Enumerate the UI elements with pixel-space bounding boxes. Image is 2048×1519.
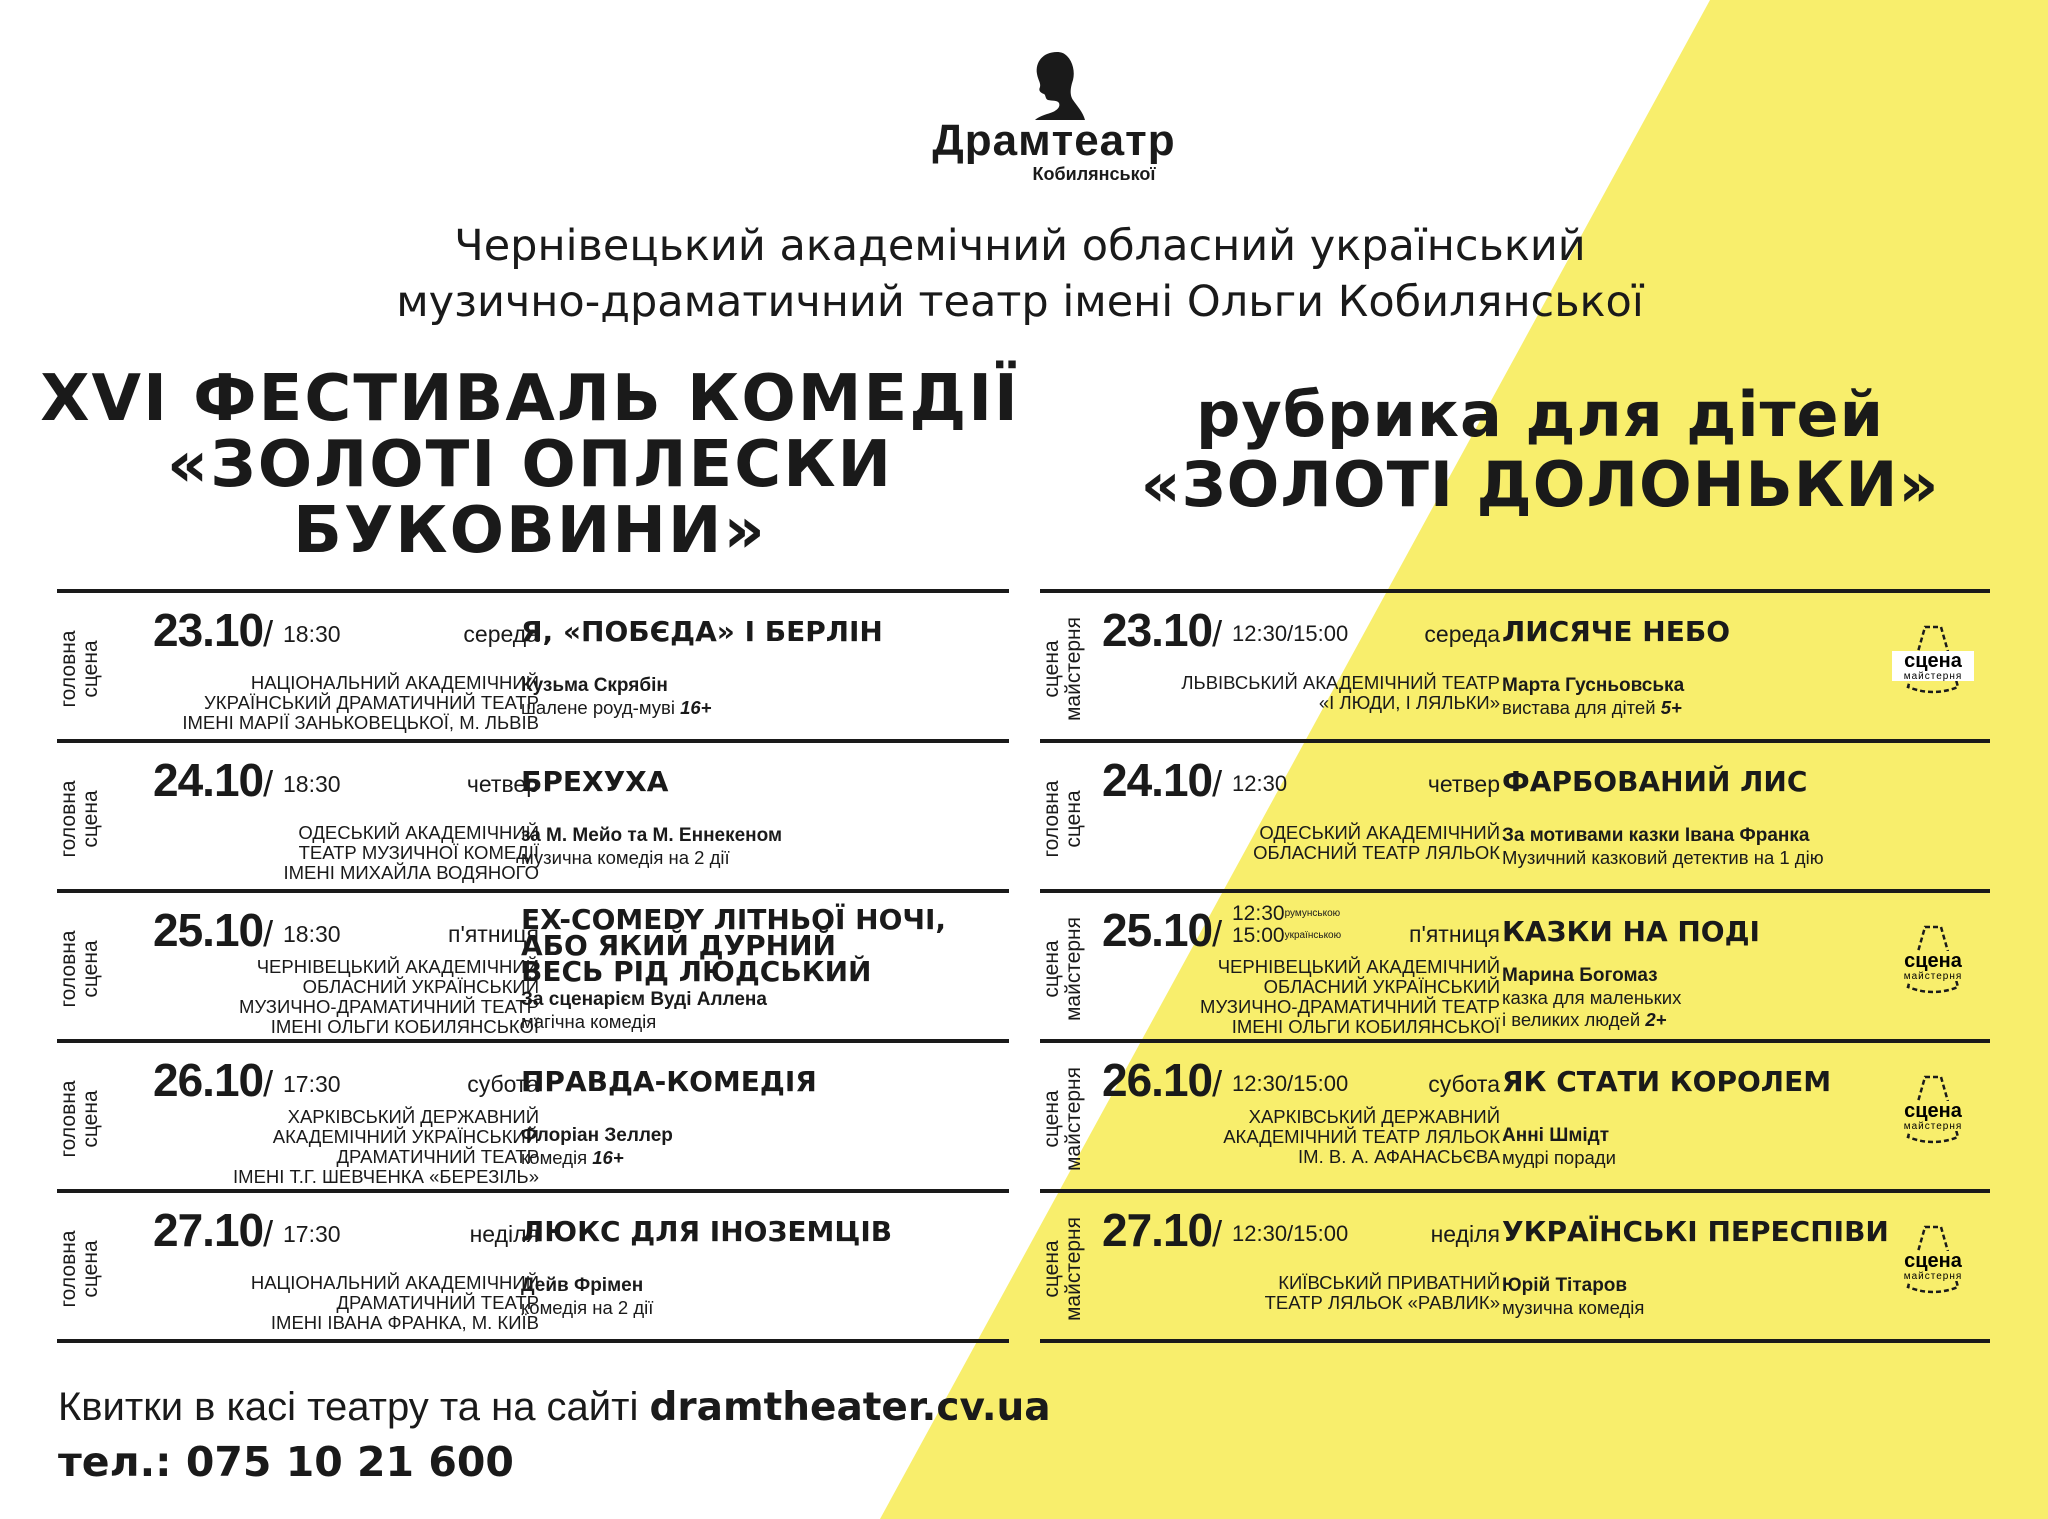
phone-number: тел.: 075 10 21 600	[58, 1438, 514, 1486]
show-genre: магічна комедія	[521, 1011, 657, 1032]
svg-text:сцена: сцена	[1904, 1250, 1962, 1272]
event-time: 12:30/15:00	[1232, 1221, 1349, 1246]
show-title: ЛЮКС ДЛЯ ІНОЗЕМЦІВ	[521, 1215, 893, 1248]
stage-label: сцена майстерня	[1040, 1066, 1085, 1172]
logo-subtitle: Кобилянської	[1032, 164, 1156, 184]
event-day: п'ятниця	[447, 921, 539, 947]
festival-title	[40, 362, 1020, 568]
event-day: субота	[467, 1071, 539, 1097]
event-date: 26.10/	[1102, 1054, 1222, 1106]
show-title: ЯК СТАТИ КОРОЛЕМ	[1502, 1065, 1832, 1098]
company-name: ЧЕРНІВЕЦЬКИЙ АКАДЕМІЧНИЙ ОБЛАСНИЙ УКРАЇНСЬКИЙ МУЗИЧНО-ДРАМАТИЧНИЙ ТЕАТР ІМЕНІ ОЛЬГИ КОБИЛЯНСЬКОЇ	[1200, 956, 1500, 1037]
company-name: ХАРКІВСЬКИЙ ДЕРЖАВНИЙ АКАДЕМІЧНИЙ ТЕАТР ЛЯЛЬОК ІМ. В. А. АФАНАСЬЄВА	[1223, 1106, 1500, 1167]
show-genre: музична комедія на 2 дії	[521, 847, 730, 868]
event-row	[57, 589, 1009, 739]
stage-label: головна сцена	[57, 630, 102, 708]
company-name: ОДЕСЬКИЙ АКАДЕМІЧНИЙ ОБЛАСНИЙ ТЕАТР ЛЯЛЬОК	[1253, 822, 1500, 863]
stage-label: головна сцена	[57, 1080, 102, 1158]
kids-title-line-2: «ЗОЛОТІ ДОЛОНЬКИ»	[1140, 448, 1940, 521]
svg-text:майстерня: майстерня	[1903, 1121, 1963, 1132]
stage-label: сцена майстерня	[1040, 1216, 1085, 1322]
event-date: 25.10/	[153, 904, 273, 956]
show-title: ПРАВДА-КОМЕДІЯ	[521, 1065, 817, 1098]
stage-label: сцена майстерня	[1040, 616, 1085, 722]
event-row	[1040, 739, 1990, 889]
event-date: 27.10/	[1102, 1204, 1222, 1256]
show-title: УКРАЇНСЬКІ ПЕРЕСПІВИ	[1502, 1215, 1889, 1248]
silhouette-icon	[1019, 50, 1089, 120]
event-date: 23.10/	[1102, 604, 1222, 656]
stage-label: сцена майстерня	[1040, 916, 1085, 1022]
org-line-2: музично-драматичний театр імені Ольги Кобилянської	[396, 277, 1644, 327]
show-genre: Музичний казковий детектив на 1 дію	[1502, 847, 1824, 868]
stage-label: головна сцена	[57, 1230, 102, 1308]
event-row	[57, 1039, 1009, 1189]
show-author: за М. Мейо та М. Еннекеном	[521, 825, 783, 846]
event-time: 12:30	[1232, 771, 1288, 796]
svg-text:майстерня: майстерня	[1903, 1271, 1963, 1282]
event-date: 26.10/	[153, 1054, 273, 1106]
event-row	[57, 889, 1009, 1039]
show-title: КАЗКИ НА ПОДІ	[1502, 915, 1760, 948]
show-author: Кузьма Скрябін	[521, 675, 668, 696]
event-date: 25.10/	[1102, 904, 1222, 956]
event-day: неділя	[469, 1221, 539, 1247]
show-genre: шалене роуд-муві 16+	[521, 697, 712, 718]
kids-schedule	[1040, 589, 1990, 1343]
festival-title-line-2: «ЗОЛОТІ ОПЛЕСКИ	[166, 428, 894, 502]
company-name: НАЦІОНАЛЬНИЙ АКАДЕМІЧНИЙ УКРАЇНСЬКИЙ ДРАМАТИЧНИЙ ТЕАТР ІМЕНІ МАРІЇ ЗАНЬКОВЕЦЬКОЇ, М. ЛЬВІВ	[182, 672, 539, 733]
theatre-logo	[924, 50, 1184, 184]
scena-maisternia-logo	[1888, 623, 1978, 703]
event-day: середа	[463, 621, 539, 647]
show-genre: вистава для дітей 5+	[1502, 697, 1682, 718]
show-author: За сценарієм Вуді Аллена	[521, 989, 767, 1010]
company-name: НАЦІОНАЛЬНИЙ АКАДЕМІЧНИЙ ДРАМАТИЧНИЙ ТЕАТР ІМЕНІ ІВАНА ФРАНКА, М. КИЇВ	[250, 1272, 539, 1333]
scena-maisternia-logo	[1888, 1223, 1978, 1303]
scena-maisternia-logo	[1888, 1073, 1978, 1153]
event-row	[57, 1189, 1009, 1339]
svg-text:майстерня: майстерня	[1903, 671, 1963, 682]
festival-title-line-1: XVI ФЕСТИВАЛЬ КОМЕДІЇ	[40, 362, 1020, 436]
svg-text:сцена: сцена	[1904, 650, 1962, 672]
event-time: 18:30	[283, 921, 341, 947]
festival-schedule	[57, 589, 1009, 1343]
event-time: $12:30^{румунською}$ $15:00^{українською}$	[1232, 902, 1342, 947]
scena-maisternia-logo	[1888, 923, 1978, 1003]
svg-text:майстерня: майстерня	[1903, 971, 1963, 982]
show-author: Флоріан Зеллер	[521, 1125, 673, 1146]
event-time: 18:30	[283, 621, 341, 647]
event-row	[57, 739, 1009, 889]
divider	[1040, 1339, 1990, 1343]
show-genre: комедія 16+	[521, 1147, 624, 1168]
festival-title-line-3: БУКОВИНИ»	[293, 494, 767, 568]
show-author: Дейв Фрімен	[521, 1275, 644, 1296]
tickets-info	[58, 1385, 1051, 1430]
company-name: ЛЬВІВСЬКИЙ АКАДЕМІЧНИЙ ТЕАТР «І ЛЮДИ, І ЛЯЛЬКИ»	[1181, 672, 1500, 713]
organization-name	[300, 218, 1740, 330]
company-name: КИЇВСЬКИЙ ПРИВАТНИЙ ТЕАТР ЛЯЛЬОК «РАВЛИК»	[1264, 1272, 1500, 1313]
divider	[57, 1339, 1009, 1343]
event-time: 12:30/15:00	[1232, 1071, 1349, 1096]
show-title: ЛИСЯЧЕ НЕБО	[1502, 615, 1731, 648]
event-row	[1040, 1189, 1990, 1339]
stage-label: головна сцена	[57, 930, 102, 1008]
show-title: БРЕХУХА	[521, 765, 669, 798]
event-day: п'ятниця	[1408, 921, 1500, 947]
event-day: четвер	[1427, 771, 1500, 797]
event-date: 24.10/	[153, 754, 273, 806]
event-time: 18:30	[283, 771, 341, 797]
stage-label: головна сцена	[1040, 780, 1085, 858]
tickets-text: Квитки в касі театру та на сайті	[58, 1385, 639, 1429]
kids-title-line-1: рубрика для дітей	[1195, 378, 1885, 451]
event-row	[1040, 1039, 1990, 1189]
company-name: ЧЕРНІВЕЦЬКИЙ АКАДЕМІЧНИЙ ОБЛАСНИЙ УКРАЇНСЬКИЙ МУЗИЧНО-ДРАМАТИЧНИЙ ТЕАТР ІМЕНІ ОЛЬГИ КОБИЛЯНСЬКОЇ	[239, 956, 539, 1037]
show-author: За мотивами казки Івана Франка	[1502, 825, 1810, 846]
show-title: ФАРБОВАНИЙ ЛИС	[1502, 765, 1808, 798]
kids-section-title	[1050, 380, 2030, 520]
company-name: ХАРКІВСЬКИЙ ДЕРЖАВНИЙ АКАДЕМІЧНИЙ УКРАЇНСЬКИЙ ДРАМАТИЧНИЙ ТЕАТР ІМЕНІ Т.Г. ШЕВЧЕНКА «БЕРЕЗІЛЬ»	[233, 1106, 539, 1187]
event-time: 17:30	[283, 1071, 341, 1097]
event-row	[1040, 589, 1990, 739]
event-date: 27.10/	[153, 1204, 273, 1256]
event-time: 12:30/15:00	[1232, 621, 1349, 646]
stage-label: головна сцена	[57, 780, 102, 858]
event-day: субота	[1428, 1071, 1500, 1097]
event-day: неділя	[1430, 1221, 1500, 1247]
logo-name: Драмтеатр	[932, 116, 1176, 165]
company-name: ОДЕСЬКИЙ АКАДЕМІЧНИЙ ТЕАТР МУЗИЧНОЇ КОМЕДІЇ ІМЕНІ МИХАЙЛА ВОДЯНОГО	[283, 822, 539, 883]
website-link[interactable]: dramtheater.cv.ua	[649, 1385, 1051, 1430]
org-line-1: Чернівецький академічний обласний український	[454, 221, 1586, 271]
show-genre: музична комедія	[1502, 1297, 1645, 1318]
show-author: Марина Богомаз	[1502, 965, 1658, 986]
event-row	[1040, 889, 1990, 1039]
show-author: Анні Шмідт	[1502, 1125, 1610, 1146]
svg-text:сцена: сцена	[1904, 950, 1962, 972]
show-title: Я, «ПОБЄДА» І БЕРЛІН	[521, 615, 883, 648]
svg-text:сцена: сцена	[1904, 1100, 1962, 1122]
show-title: EX-COMEDY ЛІТНЬОЇ НОЧІ, АБО ЯКИЙ ДУРНИЙ ВЕСЬ РІД ЛЮДСЬКИЙ	[521, 903, 947, 988]
event-date: 23.10/	[153, 604, 273, 656]
event-time: 17:30	[283, 1221, 341, 1247]
event-date: 24.10/	[1102, 754, 1222, 806]
show-genre: казка для маленьких і великих людей 2+	[1502, 987, 1682, 1030]
event-day: середа	[1424, 621, 1500, 647]
show-author: Марта Гусньовська	[1502, 675, 1685, 696]
event-day: четвер	[466, 771, 539, 797]
show-author: Юрій Тітаров	[1502, 1275, 1628, 1296]
show-genre: мудрі поради	[1502, 1147, 1616, 1168]
show-genre: комедія на 2 дії	[521, 1297, 654, 1318]
